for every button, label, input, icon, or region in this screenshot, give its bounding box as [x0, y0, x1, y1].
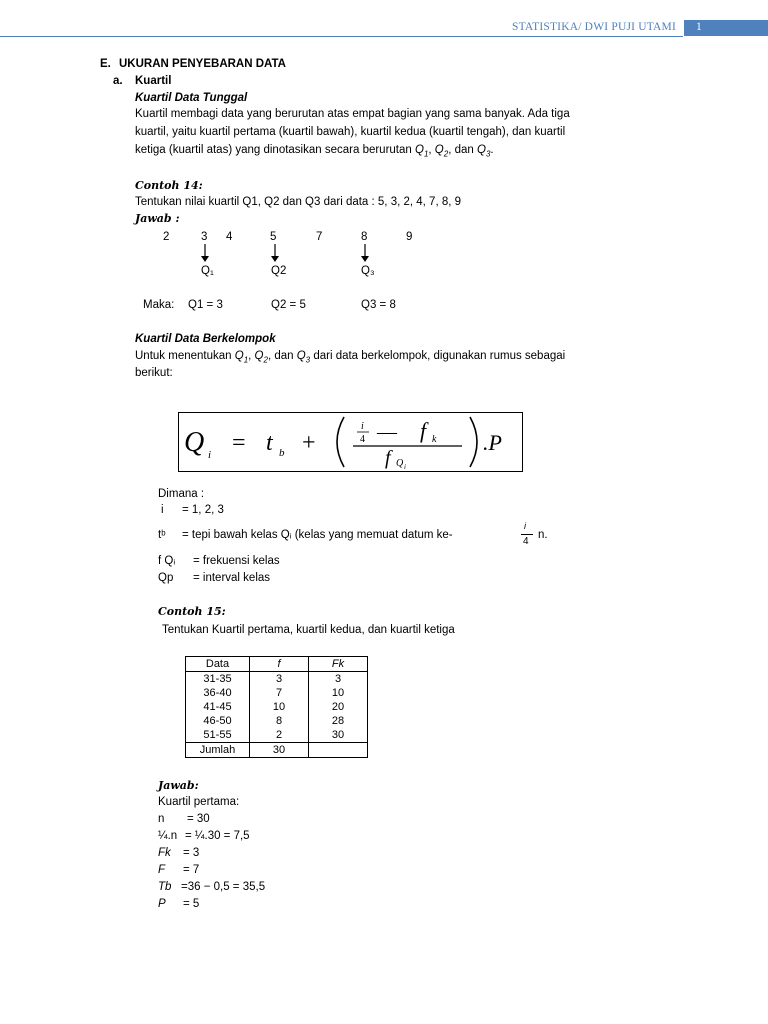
table-row	[186, 714, 368, 728]
subsection-title: Kuartil	[135, 75, 172, 87]
dimana-fq-label: f Qᵢ	[158, 555, 176, 567]
jawab-15-heading: Jawab:	[158, 779, 199, 792]
table-cell: 8	[250, 714, 309, 728]
contoh-14-heading: Contoh 14:	[135, 179, 203, 192]
data-value: 3	[201, 231, 208, 243]
table-cell: 46-50	[186, 714, 250, 728]
header-rule	[0, 36, 683, 37]
calc-value: = 30	[187, 813, 210, 825]
paragraph-line: ketiga (kuartil atas) yang dinotasikan secara berurutan $Q_1$, $Q_2$, dan $Q_3$.	[135, 144, 494, 159]
data-value: 5	[270, 231, 277, 243]
dimana-i-value: = 1, 2, 3	[182, 504, 224, 516]
paragraph-line: Kuartil membagi data yang berurutan atas empat bagian yang sama banyak. Ada tiga	[135, 108, 570, 120]
table-row	[186, 686, 368, 700]
paragraph-line: berikut:	[135, 367, 173, 379]
formula-fk: f	[420, 418, 427, 443]
down-arrow-icon	[198, 243, 212, 263]
quartile-label: Q₁	[201, 265, 214, 277]
dimana-tb-text: = tepi bawah kelas Qᵢ (kelas yang memuat datum ke-	[182, 529, 453, 541]
table-cell: 2	[250, 728, 309, 743]
data-value: 4	[226, 231, 233, 243]
calc-label: P	[158, 898, 166, 910]
table-cell: 28	[309, 714, 368, 728]
calc-value: = 7	[183, 864, 200, 876]
result-q1: Q1 = 3	[188, 299, 223, 311]
maka-label: Maka:	[143, 299, 175, 311]
table-header: Data	[186, 657, 250, 672]
paragraph-line: kuartil, yaitu kuartil pertama (kuartil bawah), kuartil kedua (kuartil tengah), dan kuartil	[135, 126, 566, 138]
table-header: Fk	[309, 657, 368, 672]
calc-label: ¼.n	[158, 830, 178, 842]
data-value: 9	[406, 231, 413, 243]
calc-value: = 3	[183, 847, 200, 859]
contoh-14-question: Tentukan nilai kuartil Q1, Q2 dan Q3 dari data : 5, 3, 2, 4, 7, 8, 9	[135, 196, 462, 208]
table-cell: Jumlah	[186, 743, 250, 758]
dimana-qp-label: Qp	[158, 572, 174, 584]
dimana-i-label: i	[161, 504, 164, 516]
table-cell: 3	[309, 672, 368, 687]
formula-tb: t	[266, 430, 273, 456]
quartile-label: Q₃	[361, 265, 375, 277]
table-cell: 7	[250, 686, 309, 700]
formula-times-p: .P	[483, 430, 502, 455]
table-cell: 10	[309, 686, 368, 700]
quartile-formula	[180, 414, 520, 470]
jawab-heading: Jawab :	[135, 212, 180, 225]
formula-lhs-sub: i	[208, 449, 212, 461]
calc-label: Fk	[158, 847, 171, 859]
data-value: 2	[163, 231, 170, 243]
formula-tb-sub: b	[279, 447, 285, 459]
formula-den-f: f	[385, 447, 391, 469]
table-cell: 36-40	[186, 686, 250, 700]
dimana-fq-text: = frekuensi kelas	[193, 555, 280, 567]
tb-frac-num: i	[524, 521, 526, 531]
formula-lhs: Q	[184, 427, 205, 458]
section-label: E.	[100, 58, 111, 70]
tb-frac-den: 4	[523, 536, 529, 547]
dimana-tb-label: tᵇ	[158, 529, 166, 541]
table-cell: 31-35	[186, 672, 250, 687]
table-cell: 30	[250, 743, 309, 758]
table-cell: 10	[250, 700, 309, 714]
table-row	[186, 672, 368, 687]
formula-plus: +	[302, 430, 316, 456]
dimana-qp-text: = interval kelas	[193, 572, 271, 584]
subsection-label: a.	[113, 75, 123, 87]
formula-den-sub: Q	[396, 458, 404, 469]
contoh-15-question: Tentukan Kuartil pertama, kuartil kedua, dan kuartil ketiga	[162, 624, 455, 636]
page-number: 1	[696, 21, 702, 33]
table-header-row	[186, 657, 368, 672]
table-cell: 30	[309, 728, 368, 743]
formula-eq: =	[232, 430, 246, 456]
table-cell: 3	[250, 672, 309, 687]
table-cell: 20	[309, 700, 368, 714]
calc-label: F	[158, 864, 166, 876]
paragraph-line: Untuk menentukan $Q_1$, $Q_2$, dan $Q_3$ dari data berkelompok, digunakan rumus sebagai	[135, 350, 566, 365]
down-arrow-icon	[358, 243, 372, 263]
down-arrow-icon	[268, 243, 282, 263]
table-cell: 41-45	[186, 700, 250, 714]
table-row	[186, 700, 368, 714]
calc-label: Tb	[158, 881, 172, 893]
jawab-15-subtitle: Kuartil pertama:	[158, 796, 240, 808]
formula-minus: —	[377, 421, 397, 443]
section-title: UKURAN PENYEBARAN DATA	[119, 58, 286, 70]
calc-value: =36 − 0,5 = 35,5	[181, 881, 266, 893]
data-value: 8	[361, 231, 368, 243]
formula-den-subsub: i	[404, 463, 406, 470]
result-q2: Q2 = 5	[271, 299, 306, 311]
kuartil-tunggal-title: Kuartil Data Tunggal	[135, 92, 248, 104]
table-header: f	[250, 657, 309, 672]
quartile-label: Q2	[271, 265, 287, 277]
formula-num-4: 4	[360, 434, 365, 445]
formula-num-i: i	[361, 421, 364, 432]
tb-frac-bar	[521, 534, 533, 535]
table-total-row	[186, 743, 368, 758]
table-cell: 51-55	[186, 728, 250, 743]
result-q3: Q3 = 8	[361, 299, 396, 311]
data-value: 7	[316, 231, 323, 243]
contoh-15-heading: Contoh 15:	[158, 605, 226, 618]
dimana-tb-end: n.	[538, 529, 548, 541]
dimana-heading: Dimana :	[158, 488, 205, 500]
calc-label: n	[158, 813, 165, 825]
calc-value: = ¼.30 = 7,5	[185, 830, 250, 842]
table-row	[186, 728, 368, 743]
table-cell	[309, 743, 368, 758]
header-title: STATISTIKA/ DWI PUJI UTAMI	[511, 21, 676, 33]
frequency-table	[185, 656, 368, 758]
kuartil-kelompok-title: Kuartil Data Berkelompok	[135, 333, 276, 345]
formula-fk-sub: k	[432, 434, 437, 445]
calc-value: = 5	[183, 898, 200, 910]
